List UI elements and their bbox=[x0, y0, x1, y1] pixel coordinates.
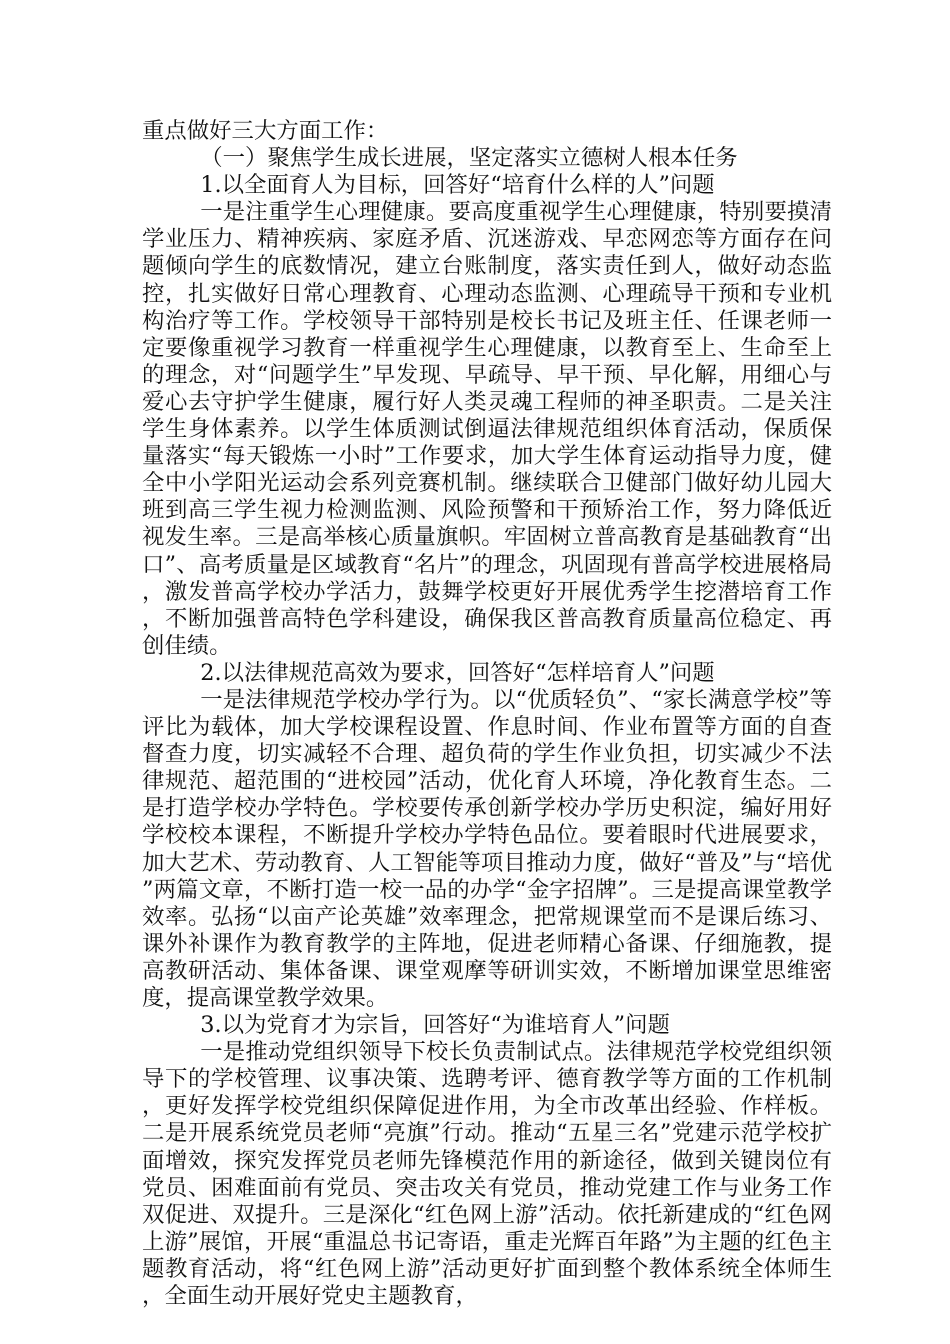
item-3-body: 一是推动党组织领导下校长负责制试点。法律规范学校党组织领导下的学校管理、议事决策、选聘考评、德育教学等方面的工作机制，更好发挥学校党组织保障促进作用，为全市改革出经验、作样板。二是开展系统党员老师“亮旗”行动。推动“五星三名”党建示范学校扩面增效，探究发挥党员老师先锋模范作用的新途径，做到关键岗位有党员、困难面前有党员、突击攻关有党员，推动党建工作与业务工作双促进、双提升。三是深化“红色网上游”活动。依托新建成的“红色网上游”展馆，开展“重温总书记寄语，重走光辉百年路”为主题的红色主题教育活动，将“红色网上游”活动更好扩面到整个教体系统全体师生，全面生动开展好党史主题教育， bbox=[142, 1039, 832, 1310]
intro-paragraph: 重点做好三大方面工作： bbox=[142, 118, 389, 144]
document-page bbox=[142, 118, 832, 1310]
item-1-heading: 1.以全面育人为目标，回答好“培育什么样的人”问题 bbox=[200, 172, 715, 199]
item-2-heading: 2.以法律规范高效为要求，回答好“怎样培育人”问题 bbox=[200, 659, 715, 686]
item-2-body: 一是法律规范学校办学行为。以“优质轻负”、“家长满意学校”等评比为载体，加大学校课程设置、作息时间、作业布置等方面的自查督查力度，切实减轻不合理、超负荷的学生作业负担，切实减少不法律规范、超范围的“进校园”活动，优化育人环境，净化教育生态。二是打造学校办学特色。学校要传承创新学校办学历史积淀，编好用好学校校本课程，不断提升学校办学特色品位。要着眼时代进展要求，加大艺术、劳动教育、人工智能等项目推动力度，做好“普及”与“培优”两篇文章，不断打造一校一品的办学“金字招牌”。三是提高课堂教学效率。弘扬“以亩产论英雄”效率理念，把常规课堂而不是课后练习、课外补课作为教育教学的主阵地，促进老师精心备课、仔细施教，提高教研活动、集体备课、课堂观摩等研训实效，不断增加课堂思维密度，提高课堂教学效果。 bbox=[142, 686, 832, 1011]
item-3-heading: 3.以为党育才为宗旨，回答好“为谁培育人”问题 bbox=[200, 1012, 670, 1039]
item-1-body: 一是注重学生心理健康。要高度重视学生心理健康，特别要摸清学业压力、精神疾病、家庭矛盾、沉迷游戏、早恋网恋等方面存在问题倾向学生的底数情况，建立台账制度，落实责任到人，做好动态监控，扎实做好日常心理教育、心理动态监测、心理疏导干预和专业机构治疗等工作。学校领导干部特别是校长书记及班主任、任课老师一定要像重视学习教育一样重视学生心理健康，以教育至上、生命至上的理念，对“问题学生”早发现、早疏导、早干预、早化解，用细心与爱心去守护学生健康，履行好人类灵魂工程师的神圣职责。二是关注学生身体素养。以学生体质测试倒逼法律规范组织体育活动，保质保量落实“每天锻炼一小时”工作要求，加大学生体育运动指导力度，健全中小学阳光运动会系列竞赛机制。继续联合卫健部门做好幼儿园大班到高三学生视力检测监测、风险预警和干预矫治工作，努力降低近视发生率。三是高举核心质量旗帜。牢固树立普高教育是基础教育“出口”、高考质量是区域教育“名片”的理念，巩固现有普高学校进展格局，激发普高学校办学活力，鼓舞学校更好开展优秀学生挖潜培育工作，不断加强普高特色学科建设，确保我区普高教育质量高位稳定、再创佳绩。 bbox=[142, 199, 832, 659]
section-1-heading: （一）聚焦学生成长进展，坚定落实立德树人根本任务 bbox=[200, 145, 738, 172]
